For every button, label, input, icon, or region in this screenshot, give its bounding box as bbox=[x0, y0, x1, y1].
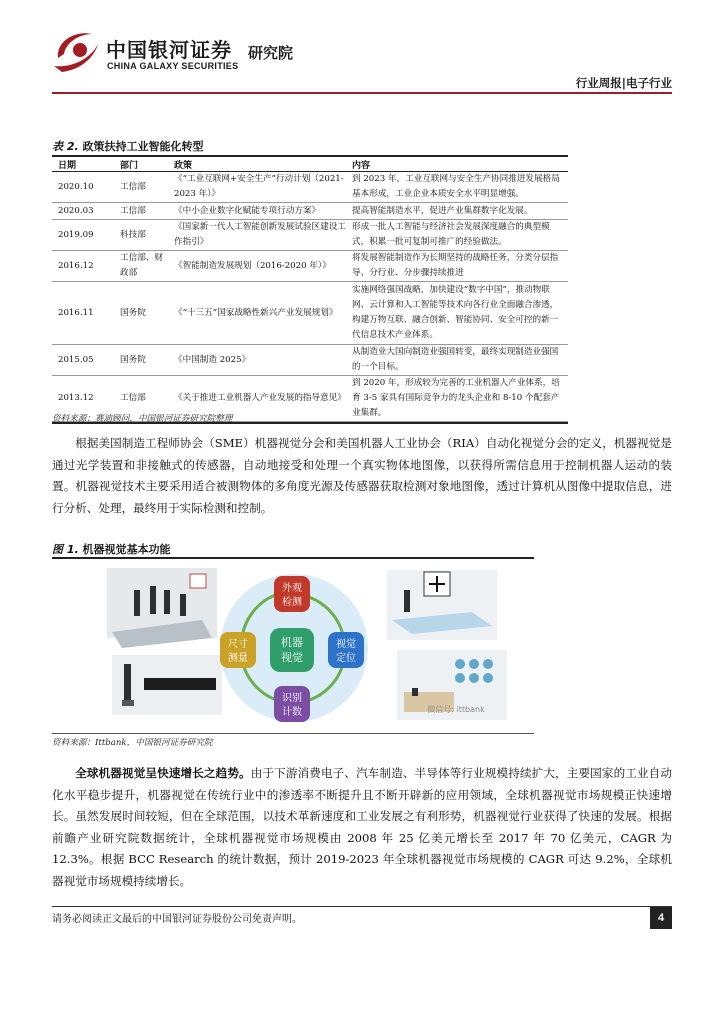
cell-dept: 工信部 bbox=[120, 181, 146, 192]
cell-policy: 《中小企业数字化赋能专项行动方案》 bbox=[174, 205, 321, 216]
cell-date: 2019.09 bbox=[58, 229, 94, 240]
positioning-photo bbox=[387, 570, 497, 640]
paragraph-definition: 根据美国制造工程师协会（SME）机器视觉分会和美国机器人工业协会（RIA）自动化视觉分会的定义，机器视觉是通过光学装置和非接触式的传感器，自动地接受和处理一个真实物体地图像，以获得所需信息用于控制机器人运动的装置。机器视觉技术主要采用适合被测物体的多角度光源及传感器获取检测对象地图像，透过计算机从图像中提取信息，进行分析、处理，最终用于实际检测和控制。 bbox=[52, 436, 672, 515]
paragraph-growth-lead: 全球机器视觉呈快速增长之趋势。 bbox=[75, 766, 251, 780]
cell-dept: 工信部、财政部 bbox=[120, 253, 163, 278]
cell-policy: 《国家新一代人工智能创新发展试验区建设工作指引》 bbox=[174, 222, 346, 247]
node-right-label-1: 视觉 bbox=[336, 639, 356, 650]
table-row bbox=[52, 172, 568, 203]
cell-policy: 《中国制造 2025》 bbox=[174, 354, 251, 365]
cell-policy: 《关于推进工业机器人产业发展的指导意见》 bbox=[174, 393, 346, 403]
report-type: 行业周报|电子行业 bbox=[575, 76, 672, 90]
cell-content: 提高智能制造水平，促进产业集群数字化发展。 bbox=[352, 205, 533, 216]
cell-content: 到 2023 年，工业互联网与安全生产协同推进发展格局基本形成，工业企业本质安全水平明显增强。 bbox=[352, 174, 560, 199]
node-center-box bbox=[270, 628, 314, 672]
figure-bottom-rule bbox=[52, 733, 534, 734]
cell-content: 形成一批人工智能与经济社会发展深度融合的典型模式，积累一批可复制可推广的经验做法。 bbox=[352, 222, 550, 247]
figure-source: 资料来源：Ittbank，中国银河证券研究院 bbox=[52, 738, 213, 748]
institute-label: 研究院 bbox=[248, 44, 294, 62]
page-header bbox=[0, 0, 724, 100]
cell-date: 2020.03 bbox=[58, 205, 94, 216]
footer-divider bbox=[52, 906, 672, 907]
cell-date: 2016.12 bbox=[58, 260, 94, 271]
cell-policy: 《“十三五”国家战略性新兴产业发展规划》 bbox=[174, 307, 338, 318]
policy-table bbox=[52, 155, 568, 424]
cell-date: 2015.05 bbox=[58, 354, 94, 365]
cell-content: 从制造业大国向制造业强国转变，最终实现制造业强国的一个目标。 bbox=[352, 347, 559, 372]
function-diagram bbox=[220, 574, 368, 722]
node-bottom-label-2: 计数 bbox=[282, 707, 302, 718]
figure-title-text: 机器视觉基本功能 bbox=[82, 543, 171, 556]
node-top-label-2: 检测 bbox=[282, 597, 302, 608]
cell-date: 2016.11 bbox=[58, 307, 94, 318]
node-top-label-1: 外观 bbox=[282, 583, 302, 594]
page-number: 4 bbox=[650, 907, 672, 929]
cell-policy: 《智能制造发展规划（2016-2020 年）》 bbox=[174, 260, 331, 271]
column-header-dept: 部门 bbox=[120, 160, 139, 171]
cell-dept: 工信部 bbox=[120, 205, 146, 216]
figure-title-number: 图 1. bbox=[52, 543, 79, 556]
column-header-content: 内容 bbox=[352, 160, 371, 171]
table-header-row bbox=[52, 155, 568, 172]
counting-photo bbox=[397, 650, 507, 720]
node-center-label-2: 视觉 bbox=[281, 651, 303, 664]
table-row bbox=[52, 220, 568, 251]
table-row bbox=[52, 203, 568, 220]
table-row bbox=[52, 251, 568, 282]
watermark-text: 微信号: ittbank bbox=[427, 705, 485, 714]
column-header-date: 日期 bbox=[58, 160, 77, 171]
cell-dept: 工信部 bbox=[120, 393, 146, 403]
brand-name-cn: 中国银河证券 bbox=[106, 38, 232, 62]
cell-date: 2013.12 bbox=[58, 393, 94, 403]
galaxy-logo-icon bbox=[50, 28, 102, 74]
cell-policy: 《“工业互联网+安全生产”行动计划（2021-2023 年）》 bbox=[174, 174, 344, 199]
node-center-label-1: 机器 bbox=[281, 636, 303, 649]
node-bottom-label-1: 识别 bbox=[282, 693, 302, 704]
table-title-text: 政策扶持工业智能化转型 bbox=[82, 140, 204, 153]
inspection-strip-photo bbox=[112, 655, 222, 715]
node-left-label-2: 测量 bbox=[228, 653, 248, 664]
table-title bbox=[52, 138, 204, 154]
cell-content: 实施网络强国战略，加快建设“数字中国”，推动物联网、云计算和人工智能等技术向各行业全面融合渗透，构建万物互联、融合创新、智能协同、安全可控的新一代信息技术产业体系。 bbox=[352, 285, 559, 340]
camera-rig-photo bbox=[107, 568, 217, 648]
cell-content: 到 2020 年，形成较为完善的工业机器人产业体系，培育 3-5 家具有国际竞争力的龙头企业和 8-10 个配套产业集群。 bbox=[352, 378, 560, 418]
table-row bbox=[52, 345, 568, 376]
cell-dept: 国务院 bbox=[120, 354, 146, 365]
figure-top-rule bbox=[52, 557, 534, 559]
cell-dept: 科技部 bbox=[120, 229, 146, 240]
paragraph-growth-text: 由于下游消费电子、汽车制造、半导体等行业规模持续扩大，主要国家的工业自动化水平稳步提升，机器视觉在传统行业中的渗透率不断提升且不断开辟新的应用领域，全球机器视觉市场规模正快速增长。虽然发展时间较短，但在全球范围，以技术革新速度和工业发展之有利形势，机器视觉行业获得了快速的发展。根据前瞻产业研究院数据统计，全球机器视觉市场规模由 2008 年 25 亿美元增长至 2017 年 70 亿美元，CAGR 为 12.3%。根据 BCC Research 的统计数据，预计 2019-2023 年全球机器视觉市场规模的 CAGR 可达 9.2%，全球机器视觉市场规模持续增长。 bbox=[52, 766, 672, 888]
paragraph-growth bbox=[52, 763, 672, 892]
table-row bbox=[52, 282, 568, 345]
footer-disclaimer: 请务必阅读正文最后的中国银河证券股份公司免责声明。 bbox=[52, 914, 302, 925]
cell-dept: 国务院 bbox=[120, 307, 146, 318]
table-source: 资料来源：赛迪顾问，中国银河证券研究院整理 bbox=[52, 414, 233, 424]
column-header-policy: 政策 bbox=[174, 160, 193, 171]
header-divider bbox=[52, 92, 672, 94]
node-right-label-2: 定位 bbox=[336, 653, 356, 664]
cell-date: 2020.10 bbox=[58, 181, 94, 192]
cell-content: 将发展智能制造作为长期坚持的战略任务，分类分层指导、分行业、分步骤持续推进 bbox=[352, 253, 559, 278]
brand-name-en: CHINA GALAXY SECURITIES bbox=[107, 61, 239, 71]
table-title-number: 表 2. bbox=[52, 140, 79, 153]
figure-title bbox=[52, 541, 171, 557]
machine-vision-figure bbox=[52, 560, 534, 730]
node-left-label-1: 尺寸 bbox=[228, 639, 248, 650]
